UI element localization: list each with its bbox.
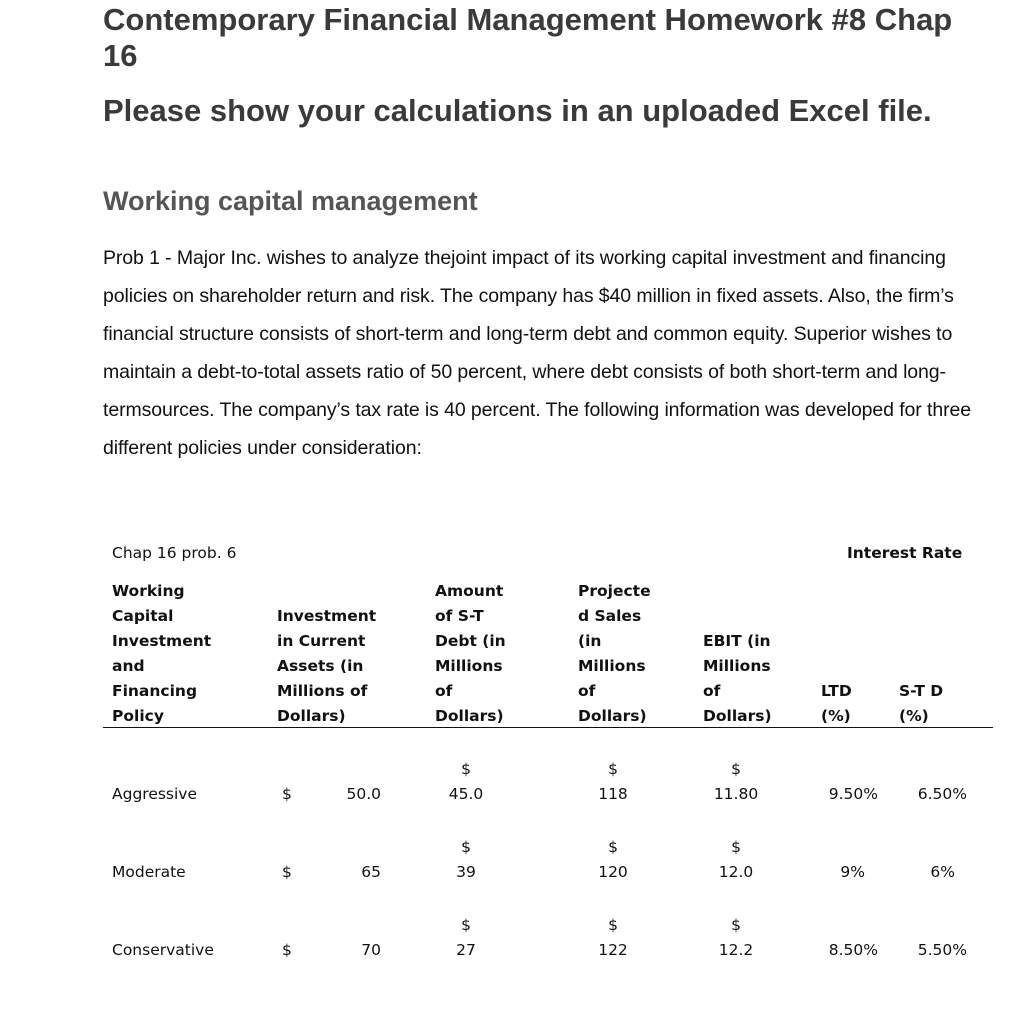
- row-aggressive-sales-symbol: $: [608, 760, 618, 778]
- row-moderate-ebit: 12.0: [718, 863, 754, 881]
- row-moderate-ebit-symbol: $: [731, 838, 741, 856]
- row-moderate-sales-symbol: $: [608, 838, 618, 856]
- header-ltd: LTD (%): [821, 682, 852, 725]
- header-sales: Projecte d Sales (in Millions of Dollars): [578, 582, 651, 725]
- row-aggressive-std-rate: 6.50%: [917, 785, 967, 803]
- row-aggressive-ebit: 11.80: [713, 785, 759, 803]
- row-conservative-investment: 70: [361, 941, 381, 959]
- row-moderate-ltd: 9%: [840, 863, 865, 881]
- row-aggressive-ebit-symbol: $: [731, 760, 741, 778]
- row-aggressive-policy: Aggressive: [112, 785, 198, 803]
- header-policy: Working Capital Investment and Financing Policy: [112, 582, 212, 725]
- row-conservative-sales-symbol: $: [608, 916, 618, 934]
- header-std-amount: Amount of S-T Debt (in Millions of Dollars): [435, 582, 506, 725]
- header-investment: Investment in Current Assets (in Millions of Dollars): [277, 607, 377, 725]
- row-moderate-std-symbol: $: [461, 838, 471, 856]
- page-title: Contemporary Financial Management Homework #8 Chap 16: [103, 2, 953, 73]
- interest-rate-header: Interest Rate: [847, 544, 963, 562]
- row-conservative-std-symbol: $: [461, 916, 471, 934]
- table-caption: Chap 16 prob. 6: [112, 544, 237, 562]
- section-heading: Working capital management: [103, 186, 478, 216]
- policy-table: [103, 540, 993, 970]
- header-ebit: EBIT (in Millions of Dollars): [703, 632, 772, 725]
- problem-text: Prob 1 - Major Inc. wishes to analyze thejoint impact of its working capital investment and financing policies on shareholder return and risk. The company has $40 million in fixed assets. Also, the firm’s financial structure consists of short-term and long-term debt and common equity. Superior wishes to maintain a debt-to-total assets ratio of 50 percent, where debt consists of both short-term and long-termsources. The company’s tax rate is 40 percent. The following information was developed for three different policies under consideration:: [103, 247, 971, 459]
- row-conservative-ebit: 12.2: [718, 941, 754, 959]
- row-aggressive-ltd: 9.50%: [828, 785, 878, 803]
- row-conservative-policy: Conservative: [112, 941, 214, 959]
- row-conservative-ebit-symbol: $: [731, 916, 741, 934]
- row-conservative-inv-symbol: $: [282, 941, 292, 959]
- header-rule: [103, 727, 993, 728]
- row-conservative-sales: 122: [598, 941, 628, 959]
- row-aggressive-std-symbol: $: [461, 760, 471, 778]
- row-moderate-inv-symbol: $: [282, 863, 292, 881]
- row-conservative-std-rate: 5.50%: [917, 941, 967, 959]
- row-aggressive-investment: 50.0: [346, 785, 381, 803]
- header-std-rate: S-T D (%): [899, 682, 944, 725]
- row-moderate-std-amount: 39: [456, 863, 476, 881]
- row-moderate-investment: 65: [361, 863, 381, 881]
- row-aggressive-inv-symbol: $: [282, 785, 292, 803]
- row-aggressive-std-amount: 45.0: [448, 785, 484, 803]
- row-aggressive-sales: 118: [598, 785, 628, 803]
- row-moderate-std-rate: 6%: [930, 863, 955, 881]
- row-moderate-policy: Moderate: [112, 863, 186, 881]
- instruction-heading: Please show your calculations in an uploaded Excel file.: [103, 93, 932, 128]
- row-conservative-ltd: 8.50%: [828, 941, 878, 959]
- row-moderate-sales: 120: [598, 863, 628, 881]
- row-conservative-std-amount: 27: [456, 941, 476, 959]
